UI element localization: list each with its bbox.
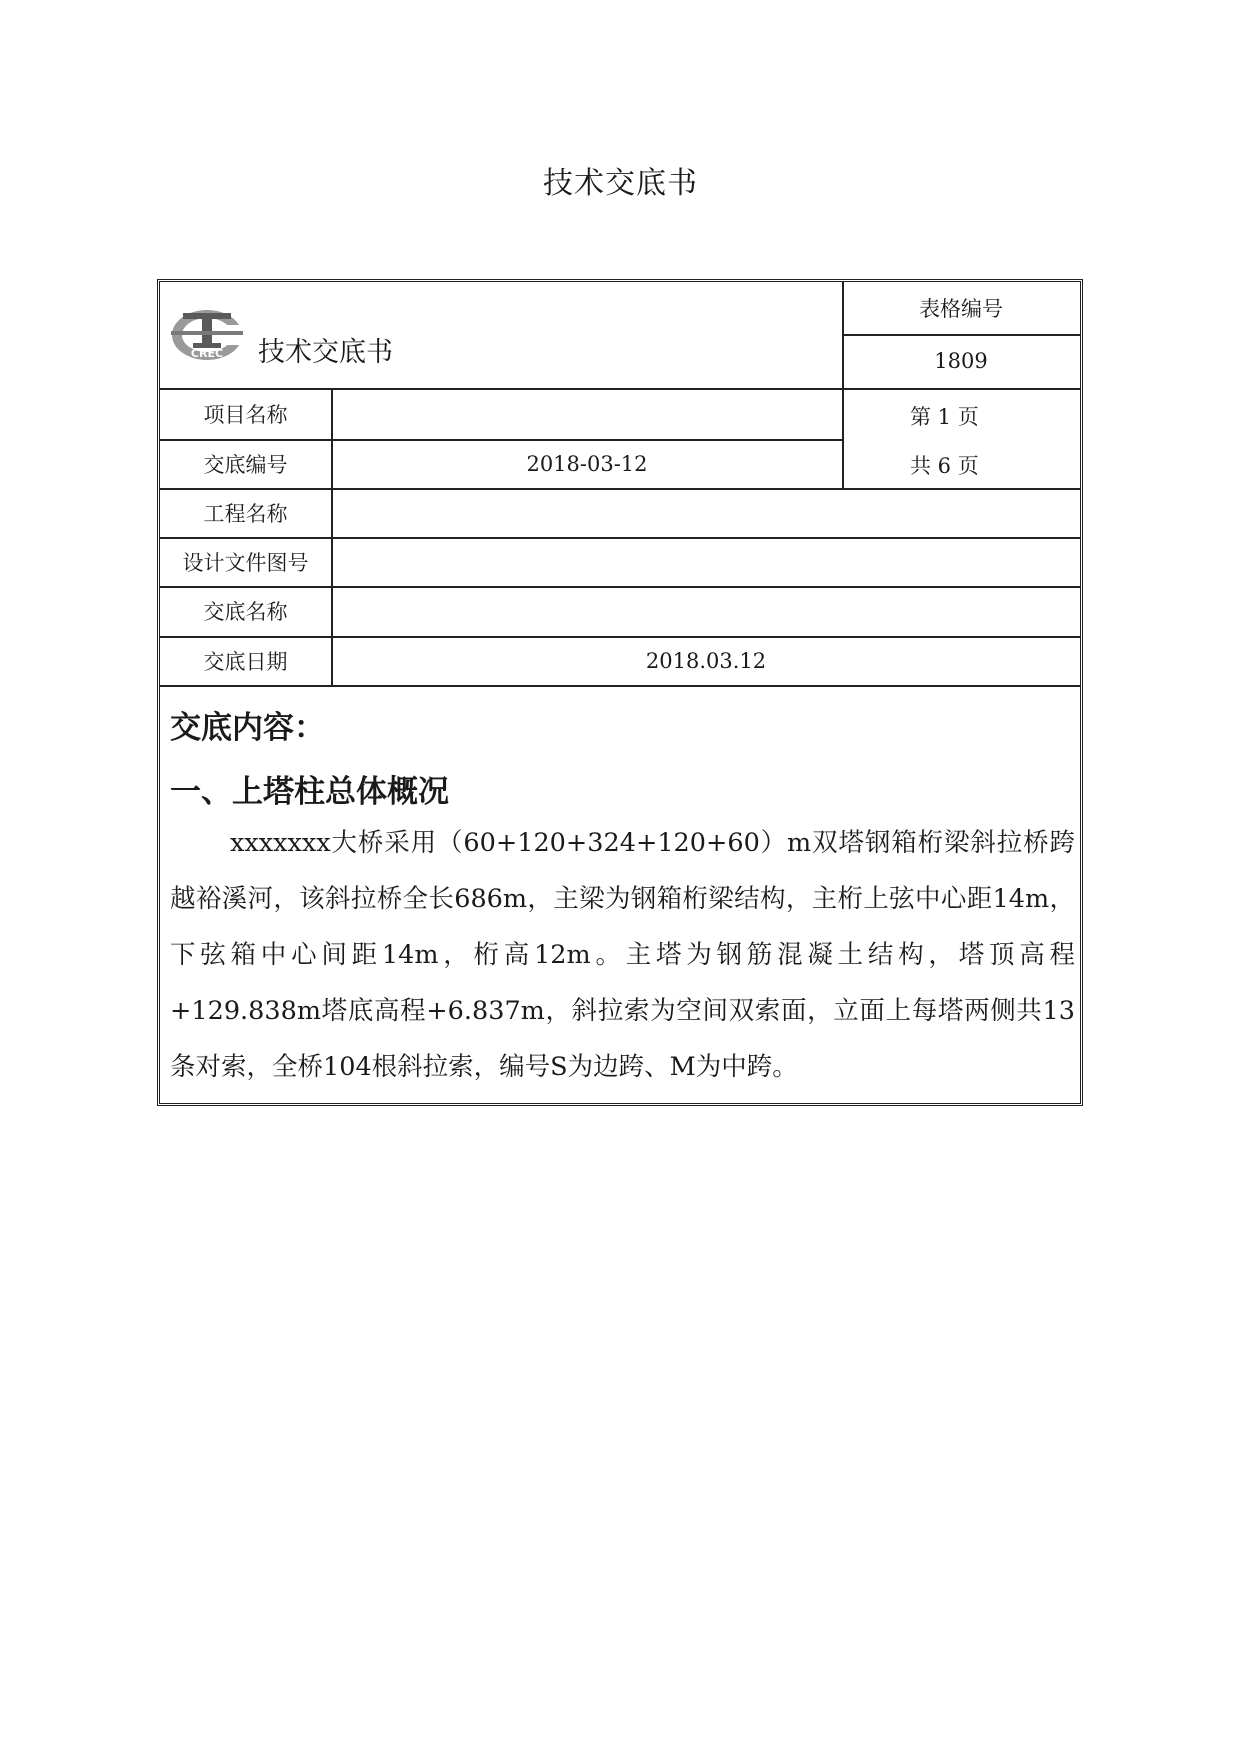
disclosure-name-label: 交底名称 — [203, 600, 288, 624]
page-total: 共 6 页 — [910, 454, 979, 478]
header-document-name: 技术交底书 — [258, 337, 393, 368]
svg-text:CREC: CREC — [190, 347, 224, 360]
design-doc-value — [332, 537, 1080, 586]
engineering-name-value — [332, 488, 1080, 537]
project-name-value — [332, 388, 842, 439]
engineering-name-label: 工程名称 — [203, 501, 288, 526]
disclosure-no-value: 2018-03-12 — [526, 451, 648, 476]
disclosure-date-value: 2018.03.12 — [645, 648, 767, 673]
section-title: 一、上塔柱总体概况 — [170, 774, 449, 810]
crec-logo-icon — [169, 307, 245, 363]
disclosure-no-label: 交底编号 — [203, 452, 288, 477]
design-doc-label: 设计文件图号 — [182, 550, 309, 575]
page-current: 第 1 页 — [910, 405, 979, 429]
content-heading: 交底内容： — [170, 710, 325, 746]
disclosure-name-value — [332, 586, 1080, 636]
disclosure-date-label: 交底日期 — [203, 649, 288, 674]
form-number-label: 表格编号 — [919, 297, 1003, 321]
project-name-label: 项目名称 — [203, 402, 288, 427]
page-title: 技术交底书 — [543, 166, 698, 201]
rule-row-7 — [160, 685, 1080, 687]
overview-paragraph: xxxxxxx大桥采用（60+120+324+120+60）m双塔钢箱桁梁斜拉桥跨越裕溪河，该斜拉桥全长686m，主梁为钢箱桁梁结构，主桁上弦中心距14m，下弦箱中心间距14m，桁高12m。主塔为钢筋混凝土结构，塔顶高程+129.838m塔底高程+6.837m，斜拉索为空间双索面，立面上每塔两侧共13条对索，全桥104根斜拉索，编号S为边跨、M为中跨。 — [170, 828, 1075, 1082]
form-number-value: 1809 — [934, 349, 988, 373]
